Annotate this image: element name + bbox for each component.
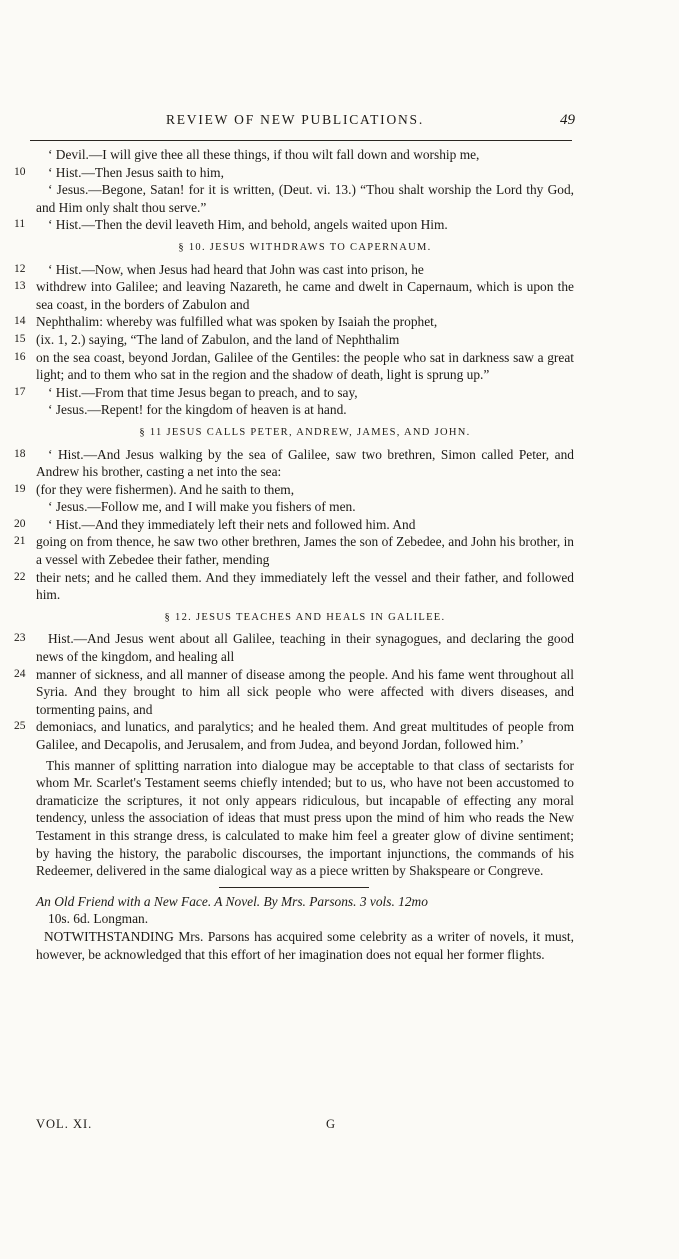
verse-number: 14 — [14, 315, 26, 328]
verse-number: 16 — [14, 350, 26, 363]
verse-number: 22 — [14, 570, 26, 583]
section-heading: § 11 JESUS CALLS PETER, ANDREW, JAMES, AND JOHN. — [139, 426, 471, 438]
verse-number: 10 — [14, 165, 26, 178]
verse-number: 17 — [14, 385, 26, 398]
verse — [14, 481, 574, 499]
verse — [14, 164, 574, 182]
verse-number: 13 — [14, 280, 26, 293]
verse — [14, 569, 574, 604]
section-heading: § 10. JESUS WITHDRAWS TO CAPERNAUM. — [178, 241, 432, 253]
page-number: 49 — [560, 112, 575, 128]
volume-mark: VOL. XI. — [36, 1117, 93, 1131]
page-header — [30, 112, 575, 129]
verse-text: ‘ Hist.—Now, when Jesus had heard that John was cast into prison, he — [48, 261, 424, 277]
verse — [14, 331, 574, 349]
verse-text: on the sea coast, beyond Jordan, Galilee of the Gentiles: the people who sat in darkness saw a great light; and to them who sat in the region and the shadow of death, light is sprung up.” — [36, 349, 574, 383]
verse-number: 19 — [14, 482, 26, 495]
verse-text: withdrew into Galilee; and leaving Nazareth, he came and dwelt in Capernaum, which is upon the sea coast, in the borders of Zabulon and — [36, 279, 574, 312]
verse — [14, 278, 574, 313]
verse — [14, 146, 574, 164]
verse — [14, 630, 574, 665]
review-price: 10s. 6d. Longman. — [48, 911, 149, 927]
verse — [14, 401, 574, 419]
verse — [14, 261, 574, 279]
verse-text: ‘ Jesus.—Repent! for the kingdom of heaven is at hand. — [48, 402, 347, 418]
page-footer — [36, 1117, 336, 1132]
running-head: REVIEW OF NEW PUBLICATIONS. — [165, 112, 425, 127]
verse — [14, 498, 574, 516]
verse-number: 11 — [14, 218, 26, 231]
verse — [14, 666, 574, 719]
verse-text: manner of sickness, and all manner of disease among the people. And his fame went throughout all Syria. And they brought to him all sick people who were affected with divers diseases, and tormenting pains, and — [36, 666, 574, 717]
verse-number: 15 — [14, 332, 26, 345]
verse-text: Hist.—And Jesus went about all Galilee, teaching in their synagogues, and declaring the good news of the kingdom, and healing all — [36, 631, 574, 665]
verse-text: demoniacs, and lunatics, and paralytics; and he healed them. And great multitudes of people from Galilee, and Decapolis, and Jerusalem, and from Judea, and beyond Jordan, followed him.’ — [36, 719, 574, 752]
verse-number: 25 — [14, 720, 26, 733]
verse-text: Nephthalim: whereby was fulfilled what was spoken by Isaiah the prophet, — [36, 314, 438, 330]
verse-text: ‘ Devil.—I will give thee all these things, if thou wilt fall down and worship me, — [48, 147, 480, 162]
verse-text: ‘ Hist.—Then Jesus saith to him, — [48, 164, 224, 180]
verse-text: going on from thence, he saw two other brethren, James the son of Zebedee, and John his brother, in a vessel with Zebedee their father, mending — [36, 534, 574, 568]
review-paragraph: NOTWITHSTANDING Mrs. Parsons has acquired some celebrity as a writer of novels, it must, however, be acknowledged that this effort of her imagination does not equal her former flights. — [36, 928, 574, 962]
verse — [14, 516, 574, 534]
verse-number: 18 — [14, 447, 26, 460]
verse-text: their nets; and he called them. And they immediately left the vessel and their father, and followed him. — [36, 569, 574, 603]
review-title-block — [14, 893, 574, 911]
review-title: An Old Friend with a New Face. A Novel. By Mrs. Parsons. 3 vols. 12mo — [36, 893, 428, 909]
verse-text: ‘ Jesus.—Follow me, and I will make you fishers of men. — [48, 499, 356, 515]
verse-text: (for they were fishermen). And he saith to them, — [36, 481, 295, 497]
signature-mark: G — [325, 1117, 336, 1131]
verse — [14, 216, 574, 234]
header-rule — [30, 140, 572, 141]
verse-text: ‘ Hist.—And Jesus walking by the sea of Galilee, saw two brethren, Simon called Peter, and Andrew his brother, casting a net into the sea: — [36, 446, 574, 480]
verse — [14, 446, 574, 481]
verse-number: 23 — [14, 632, 26, 645]
verse-text: ‘ Hist.—Then the devil leaveth Him, and behold, angels waited upon Him. — [48, 217, 448, 233]
verse-text: ‘ Hist.—From that time Jesus began to preach, and to say, — [48, 384, 358, 400]
verse — [14, 313, 574, 331]
body-text — [14, 146, 574, 963]
section-heading: § 12. JESUS TEACHES AND HEALS IN GALILEE. — [164, 611, 446, 623]
verse — [14, 349, 574, 384]
verse-text: (ix. 1, 2.) saying, “The land of Zabulon, and the land of Nephthalim — [36, 331, 400, 347]
verse-number: 21 — [14, 535, 26, 548]
verse-number: 24 — [14, 667, 26, 680]
verse-number: 20 — [14, 517, 26, 530]
section-rule — [219, 887, 369, 888]
verse-text: ‘ Hist.—And they immediately left their nets and followed him. And — [48, 516, 416, 532]
verse — [14, 718, 574, 753]
verse — [14, 384, 574, 402]
verse — [14, 181, 574, 216]
commentary-paragraph: This manner of splitting narration into dialogue may be acceptable to that class of sectarists for whom Mr. Scarlet's Testament seems chiefly intended; but to us, who have not been accustomed to dramaticize the scriptures, it not only appears ridiculous, but incapable of effecting any moral tendency, unless the association of ideas that must press upon the mind of him who reads the New Testament in this strange dress, is calculated to make him feel a greater glow of divine sentiment; by having the history, the parabolic discourses, the important injunctions, the commands of his Redeemer, delivered in the same dialogical way as a piece written by Shakspeare or Congreve. — [36, 757, 574, 879]
verse — [14, 533, 574, 568]
verse-number: 12 — [14, 262, 26, 275]
verse-text: ‘ Jesus.—Begone, Satan! for it is written, (Deut. vi. 13.) “Thou shalt worship the Lord thy God, and Him only shalt thou serve.” — [36, 182, 574, 215]
